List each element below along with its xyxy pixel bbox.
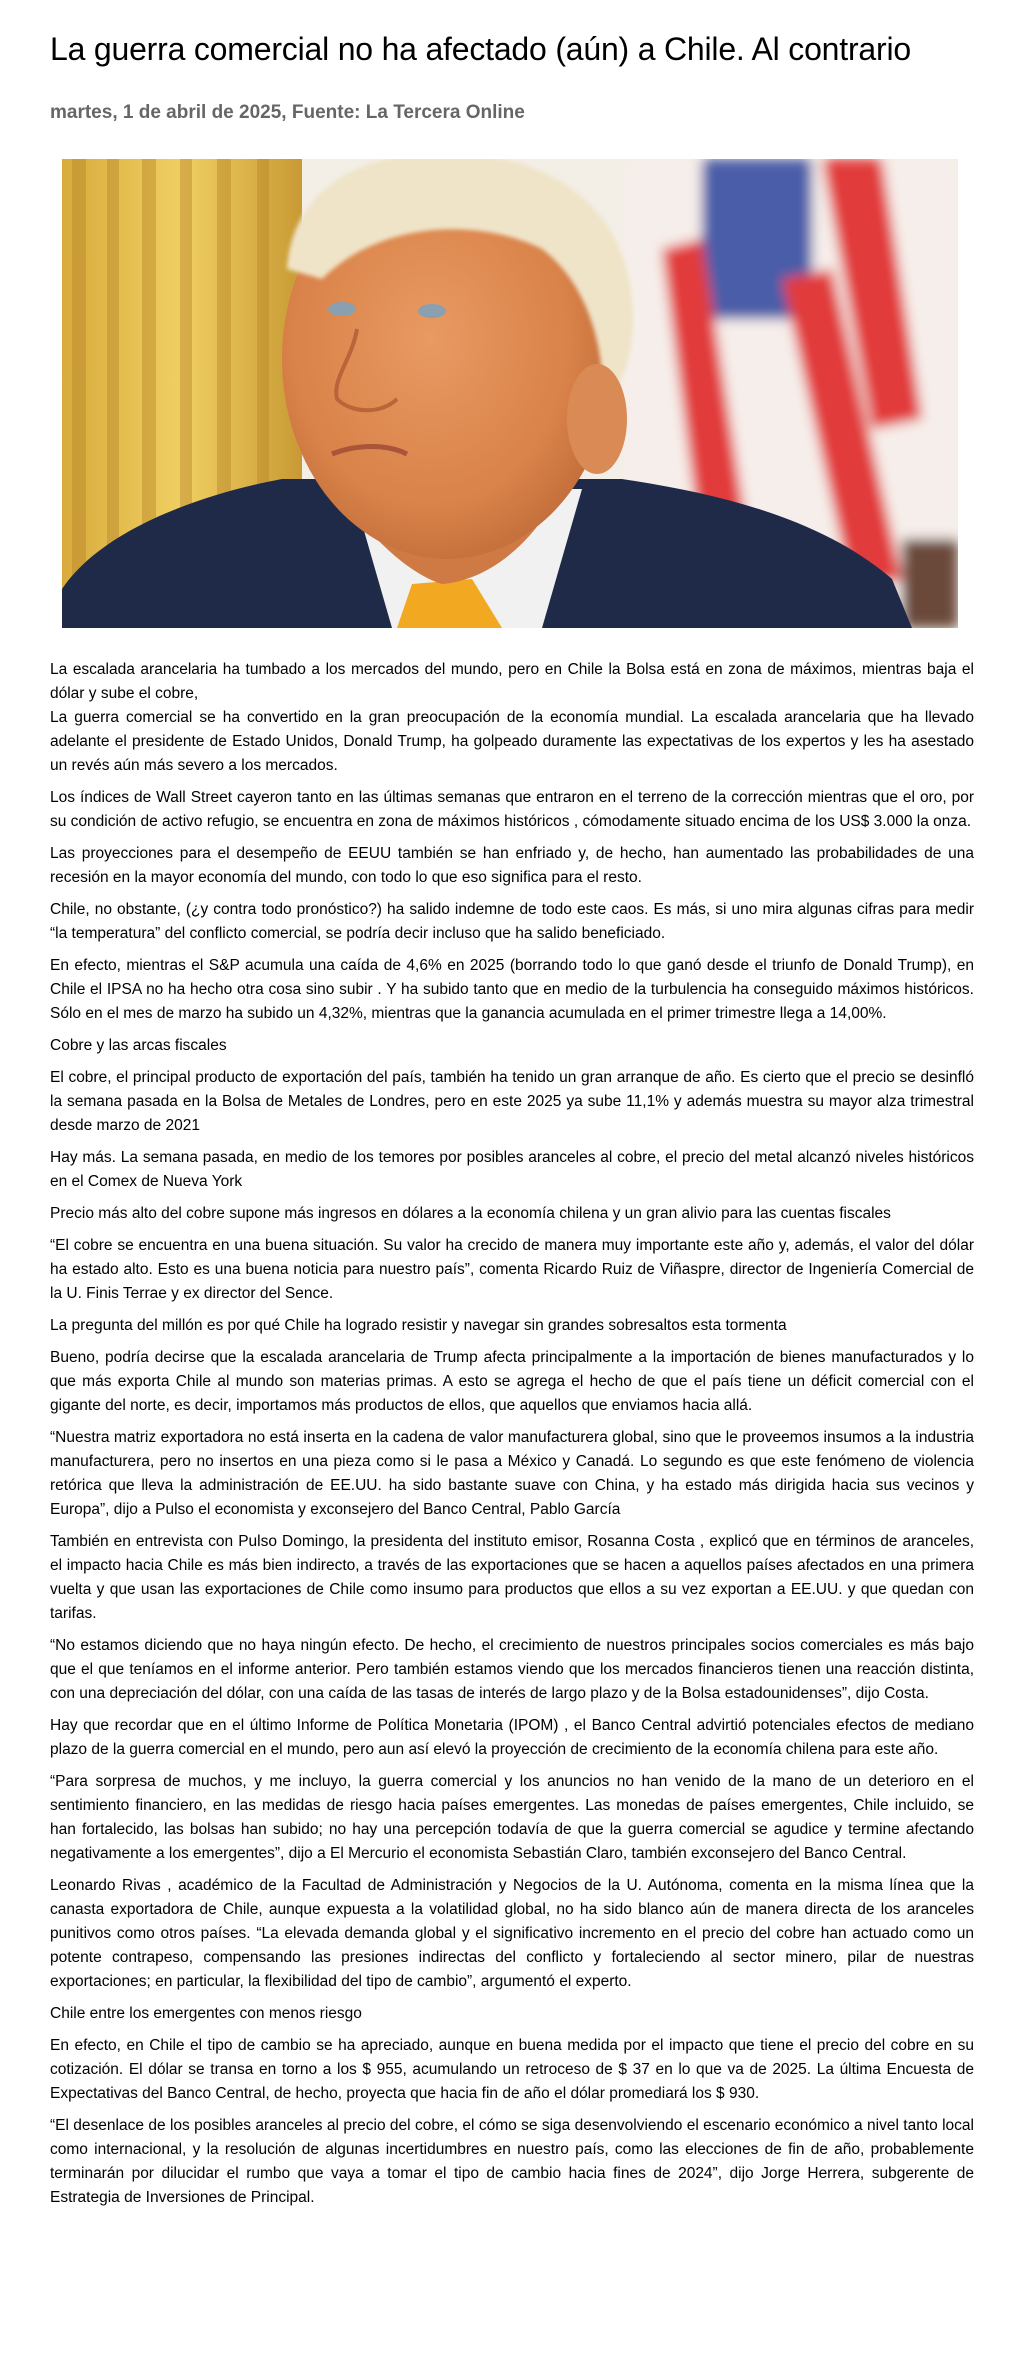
- paragraph: En efecto, mientras el S&P acumula una caída de 4,6% en 2025 (borrando todo lo que ganó desde el triunfo de Donald Trump), en Chile el IPSA no ha hecho otra cosa sino subir . Y ha subido tanto que en medio de la turbulencia ha conseguido máximos históricos. Sólo en el mes de marzo ha subido un 4,32%, mientras que la ganancia acumulada en el primer trimestre llega a 14,00%.: [50, 957, 974, 1022]
- paragraph: El cobre, el principal producto de exportación del país, también ha tenido un gran arranque de año. Es cierto que el precio se desinfló la semana pasada en la Bolsa de Metales de Londres, pero en este 2025 ya sube 11,1% y además muestra su mayor alza trimestral desde marzo de 2021: [50, 1069, 974, 1134]
- section-heading: Cobre y las arcas fiscales: [50, 1037, 227, 1054]
- paragraph: La guerra comercial se ha convertido en la gran preocupación de la economía mundial. La escalada arancelaria que ha llevado adelante el presidente de Estado Unidos, Donald Trump, ha golpeado duramente las expectativas de los expertos y les ha asestado un revés aún más severo a los mercados.: [50, 709, 974, 774]
- eye-left: [328, 302, 356, 316]
- paragraph: También en entrevista con Pulso Domingo, la presidenta del instituto emisor, Rosanna Costa , explicó que en términos de aranceles, el impacto hacia Chile es más bien indirecto, a través de las exportaciones que se hacen a aquellos países afectados en una primera vuelta y que usan las exportaciones de Chile como insumo para productos que ellos a su vez exportan a EE.UU. y que quedan con tarifas.: [50, 1533, 974, 1622]
- article: [50, 0, 974, 2210]
- article-photo: [62, 159, 958, 628]
- paragraph: “El cobre se encuentra en una buena situación. Su valor ha crecido de manera muy importante este año y, además, el valor del dólar ha estado alto. Esto es una buena noticia para nuestro país”, comenta Ricardo Ruiz de Viñaspre, director de Ingeniería Comercial de la U. Finis Terrae y ex director del Sence.: [50, 1237, 974, 1302]
- article-title: La guerra comercial no ha afectado (aún) a Chile. Al contrario: [50, 31, 911, 67]
- section-heading: Chile entre los emergentes con menos riesgo: [50, 2005, 362, 2022]
- paragraph: “No estamos diciendo que no haya ningún efecto. De hecho, el crecimiento de nuestros principales socios comerciales es más bajo que el que teníamos en el informe anterior. Pero también estamos viendo que los mercados financieros tienen una reacción distinta, con una depreciación del dólar, con una caída de las tasas de interés de largo plazo y de la Bolsa estadounidenses”, dijo Costa.: [50, 1637, 974, 1702]
- paragraph: “Nuestra matriz exportadora no está inserta en la cadena de valor manufacturera global, sino que le proveemos insumos a la industria manufacturera, pero no insertos en una pieza como si le pasa a México y Canadá. Lo segundo es que este fenómeno de violencia retórica que lleva la administración de EE.UU. ha sido bastante suave con China, y ha estado más dirigida hacia sus vecinos y Europa”, dijo a Pulso el economista y exconsejero del Banco Central, Pablo García: [50, 1429, 974, 1518]
- photo-illustration: [62, 159, 958, 628]
- paragraph: Los índices de Wall Street cayeron tanto en las últimas semanas que entraron en el terreno de la corrección mientras que el oro, por su condición de activo refugio, se encuentra en zona de máximos históricos , cómodamente situado encima de los US$ 3.000 la onza.: [50, 789, 974, 830]
- paragraph: Chile, no obstante, (¿y contra todo pronóstico?) ha salido indemne de todo este caos. Es más, si uno mira algunas cifras para medir “la temperatura” del conflicto comercial, se podría decir incluso que ha salido beneficiado.: [50, 901, 974, 942]
- article-subtitle: La escalada arancelaria ha tumbado a los mercados del mundo, pero en Chile la Bolsa está en zona de máximos, mientras baja el dólar y sube el cobre,: [50, 661, 974, 702]
- paragraph: “El desenlace de los posibles aranceles al precio del cobre, el cómo se siga desenvolviendo el escenario económico a nivel tanto local como internacional, y la resolución de algunas incertidumbres en nuestro país, como las elecciones de fin de año, probablemente terminarán por dilucidar el rumbo que vaya a tomar el tipo de cambio hacia fines de 2024”, dijo Jorge Herrera, subgerente de Estrategia de Inversiones de Principal.: [50, 2117, 974, 2206]
- paragraph: Hay que recordar que en el último Informe de Política Monetaria (IPOM) , el Banco Central advirtió potenciales efectos de mediano plazo de la guerra comercial en el mundo, pero aun así elevó la proyección de crecimiento de la economía chilena para este año.: [50, 1717, 974, 1758]
- paragraph: “Para sorpresa de muchos, y me incluyo, la guerra comercial y los anuncios no han venido de la mano de un deterioro en el sentimiento financiero, en las medidas de riesgo hacia países emergentes. Las monedas de países emergentes, Chile incluido, se han fortalecido, las bolsas han subido; no hay una percepción todavía de que la guerra comercial se agudice y termine afectando negativamente a los emergentes”, dijo a El Mercurio el economista Sebastián Claro, también exconsejero del Banco Central.: [50, 1773, 974, 1862]
- paragraph: Las proyecciones para el desempeño de EEUU también se han enfriado y, de hecho, han aumentado las probabilidades de una recesión en la mayor economía del mundo, con todo lo que eso significa para el resto.: [50, 845, 974, 886]
- eye-right: [418, 304, 446, 318]
- section-heading: La pregunta del millón es por qué Chile ha logrado resistir y navegar sin grandes sobresaltos esta tormenta: [50, 1317, 787, 1334]
- article-body: [50, 658, 974, 2210]
- section-heading: Precio más alto del cobre supone más ingresos en dólares a la economía chilena y un gran alivio para las cuentas fiscales: [50, 1205, 891, 1222]
- paragraph: En efecto, en Chile el tipo de cambio se ha apreciado, aunque en buena medida por el impacto que tiene el precio del cobre en su cotización. El dólar se transa en torno a los $ 955, acumulando un retroceso de $ 37 en lo que va de 2025. La última Encuesta de Expectativas del Banco Central, de hecho, proyecta que hacia fin de año el dólar promediará los $ 930.: [50, 2037, 974, 2102]
- paragraph: Hay más. La semana pasada, en medio de los temores por posibles aranceles al cobre, el precio del metal alcanzó niveles históricos en el Comex de Nueva York: [50, 1149, 974, 1190]
- paragraph: Bueno, podría decirse que la escalada arancelaria de Trump afecta principalmente a la importación de bienes manufacturados y lo que más exporta Chile al mundo son materias primas. A esto se agrega el hecho de que el país tiene un déficit comercial con el gigante del norte, es decir, importamos más productos de ellos, que aquellos que enviamos hacia allá.: [50, 1349, 974, 1414]
- article-meta: martes, 1 de abril de 2025, Fuente: La Tercera Online: [50, 102, 525, 123]
- paragraph: Leonardo Rivas , académico de la Facultad de Administración y Negocios de la U. Autónoma, comenta en la misma línea que la canasta exportadora de Chile, aunque expuesta a la volatilidad global, no ha sido blanco aún de manera directa de los aranceles punitivos como otros países. “La elevada demanda global y el significativo incremento en el precio del cobre han actuado como un potente contrapeso, compensando las presiones indirectas del conflicto y fortaleciendo al sector minero, pilar de nuestras exportaciones; en particular, la flexibilidad del tipo de cambio”, argumentó el experto.: [50, 1877, 974, 1990]
